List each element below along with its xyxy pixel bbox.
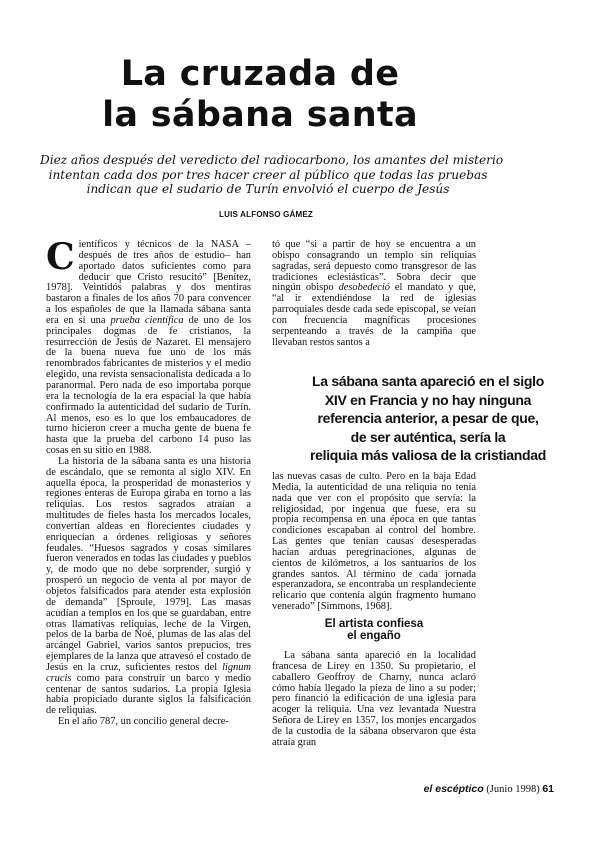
subtitle-line-1: Diez años después del veredicto del radiocarbono, los amantes del misterio	[40, 153, 504, 167]
article-subtitle	[40, 153, 504, 197]
body-text: ientíficos y técnicos de la NASA –después de tres años de estudio– han aportado datos suficientes como para deducir que Cristo resucitó” [Benítez, 1978]. Veintidós palabras y dos mentiras bastaron a finales de los años 70 para convencer a los españoles de que la llamada sábana santa era en sí una	[46, 239, 251, 326]
pull-quote-line: de ser auténtica, sería la	[350, 428, 506, 445]
magazine-name: el escéptico	[423, 783, 484, 795]
title-line-2: la sábana santa	[102, 95, 418, 135]
body-paragraph	[272, 240, 476, 348]
drop-cap: C	[46, 236, 75, 278]
body-text-emphasis: lignum crucis	[46, 661, 251, 684]
body-text: tó que “si a partir de hoy se encuentra a un obispo consagrando un templo sin reliquias sagradas, será depuesto como transgresor de las tradiciones eclesiásticas”. Sobra decir que ningún obispo	[272, 239, 476, 294]
body-paragraph: La sábana santa apareció en la localidad francesa de Lirey en 1350. Su propietario, el caballero Geoffroy de Charny, nunca aclaró cómo había llegado la pieza de lino a su poder; pero financió la edificación de una iglesia para acoger la reliquia. Una vez levantada Nuestra Señora de Lirey en 1357, los monjes encargados de la custodia de la sábana observaron que ésta atraía gran	[272, 649, 476, 748]
body-paragraph	[46, 236, 251, 457]
body-text: el mandato y que, “al ir extendiéndose la red de iglesias parroquiales desde cada sede episcopal, se veían con frecuencia magníficas procesiones serpenteando a través de la campiña que llevaban restos santos a	[272, 282, 476, 348]
body-text-emphasis: prueba científica	[110, 314, 184, 326]
body-text: La historia de la sábana santa es una historia de escándalo, que se remonta al siglo XIV. En aquella época, la prosperidad de monasterios y regiones enteras de Europa giraba en torno a las reliquias. Los restos sagrados atraían a multitudes de fieles hasta los mercados locales, convertían aldeas en florecientes ciudades y enriquecían a órdenes religiosas y señores feudales. “Huesos sagrados y cosas similares fueron venerados en todas las ciudades y pueblos y, de modo que no debe sorprender, surgió y prosperó un negocio de venta al por mayor de objetos falsificados para atender esta explosión de demanda” [Sproule, 1979]. Las masas acudían a templos en los que se guardaban, entre otras llamativas reliquias, leche de la Virgen, pelos de la barba de Noé, plumas de las alas del arcángel Gabriel, varios santos prepucios, tres ejemplares de la lanza que atravesó el costado de Jesús en la cruz, suficientes restos del	[46, 455, 251, 673]
page-number: 61	[542, 783, 554, 795]
body-paragraph: En el año 787, un concilio general decre-	[58, 716, 229, 728]
pull-quote-line: reliquia más valiosa de la cristiandad	[309, 447, 547, 463]
author-byline: LUIS ALFONSO GÁMEZ	[219, 210, 313, 219]
body-text: como para construir un barco y medio centenar de santos sudarios. La propia Iglesia había propiciado durante siglos la falsificación de reliquias.	[46, 672, 251, 717]
subtitle-line-3: indican que el sudario de Turín envolvió el cuerpo de Jesús	[86, 182, 450, 197]
article-title	[0, 54, 520, 136]
issue-date: (Junio 1998)	[486, 784, 540, 795]
body-paragraph: las nuevas casas de culto. Pero en la baja Edad Media, la autenticidad de una reliquia no tenía nada que ver con el propósito que servía: la religiosidad, por ingenua que fuese, era su propia recompensa en una época en que tantas condiciones escapaban al control del hombre. Las gentes que tenían causas desesperadas hacían arduas peregrinaciones, algunas de cientos de kilómetros, a los santuarios de los grandes santos. Al término de cada jornada esperanzadora, se encontraba un resplandeciente relicario que contenía algún fragmento humano venerado” [Simmons, 1968].	[272, 471, 476, 613]
body-paragraph	[46, 457, 251, 717]
body-text-emphasis: desobedeció	[338, 282, 390, 294]
page-footer	[424, 783, 554, 795]
section-subheading	[272, 618, 476, 643]
column-left	[46, 236, 251, 728]
pull-quote	[268, 372, 588, 465]
subheading-line-1: El artista confiesa	[324, 617, 424, 630]
column-right-bottom	[272, 472, 476, 749]
subtitle-line-2: intentan cada dos por tres hacer creer al público que todas las pruebas	[48, 167, 488, 182]
title-line-1: La cruzada de	[120, 54, 400, 94]
pull-quote-line: La sábana santa apareció en el siglo	[312, 373, 544, 389]
pull-quote-line: referencia anterior, a pesar de que,	[317, 410, 539, 426]
subheading-line-2: el engaño	[347, 630, 401, 643]
body-text: de uno de los principales dogmas de fe cristianos, la resurrección de Jesús de Nazaret. El mensajero de la buena nueva fue uno de los más renombrados fabricantes de misterios y el medio elegido, una revista sensacionalista dedicada a lo paranormal. Pero nada de eso importaba porque era la tecnología de la era espacial la que había confirmado la autenticidad del sudario de Turín. Al menos, eso es lo que los embaucadores de turno hicieron creer a mucha gente de buena fe hasta que la prueba del carbono 14 puso las cosas en su sitio en 1988.	[46, 314, 251, 457]
column-right-top	[272, 240, 476, 348]
pull-quote-line: XIV en Francia y no hay ninguna	[324, 391, 532, 408]
